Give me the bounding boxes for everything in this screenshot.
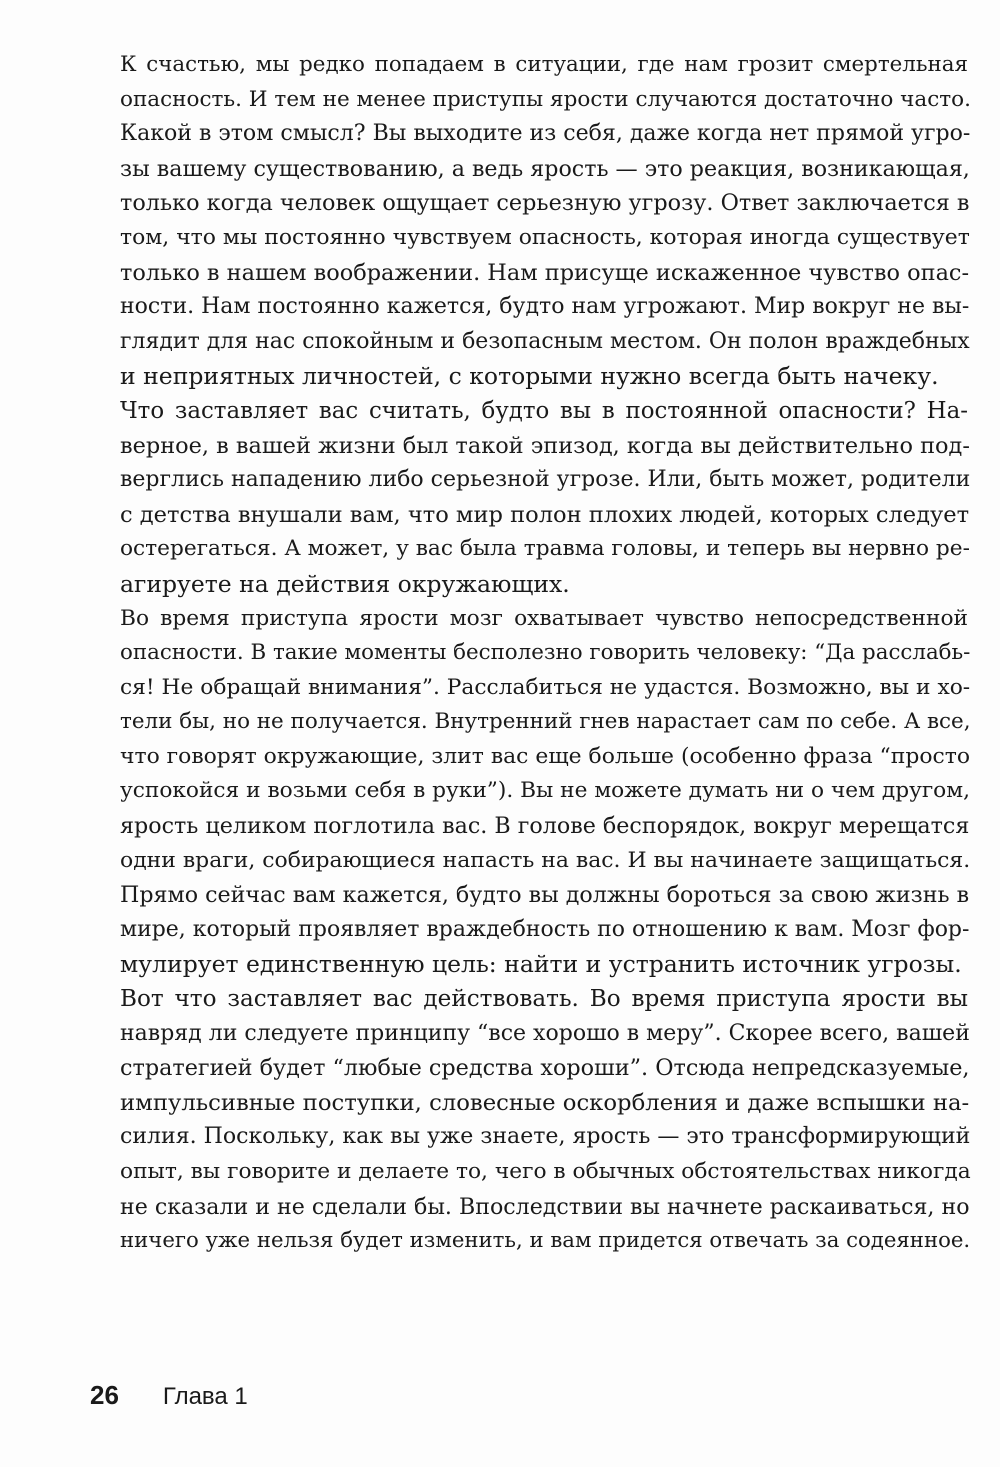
text-line: том, что мы постоянно чувствуем опасность, которая иногда существует bbox=[120, 224, 970, 250]
text-line: навряд ли следуете принципу “все хорошо в меру”. Скорее всего, вашей bbox=[120, 1020, 970, 1046]
text-line: только когда человек ощущает серьезную угрозу. Ответ заключается в bbox=[120, 190, 970, 217]
text-line: тели бы, но не получается. Внутренний гнев нарастает сам по себе. А все, bbox=[120, 709, 971, 735]
text-line: Прямо сейчас вам кажется, будто вы должны бороться за свою жизнь в bbox=[120, 882, 970, 909]
text-line: опасности. В такие моменты бесполезно говорить человеку: “Да расслабь- bbox=[120, 640, 971, 666]
text-line: что говорят окружающие, злит вас еще больше (особенно фраза “просто bbox=[120, 743, 971, 769]
text-line: ничего уже нельзя будет изменить, и вам придется отвечать за содеянное. bbox=[120, 1228, 971, 1254]
paragraph-2 bbox=[88, 394, 971, 602]
text-line: одни враги, собирающиеся напасть на вас. И вы начинаете защищаться. bbox=[120, 847, 971, 873]
text-line: Что заставляет вас считать, будто вы в постоянной опасности? На- bbox=[120, 397, 968, 424]
text-line: и неприятных личностей, с которыми нужно всегда быть начеку. bbox=[120, 362, 939, 391]
text-line: К счастью, мы редко попадаем в ситуации, где нам грозит смертельная bbox=[120, 52, 968, 77]
body-text bbox=[88, 48, 971, 1259]
text-line: агируете на действия окружающих. bbox=[120, 569, 570, 598]
text-line: опасность. И тем не менее приступы ярости случаются достаточно часто. bbox=[120, 86, 971, 112]
text-line: зы вашему существованию, а ведь ярость — это реакция, возникающая, bbox=[120, 155, 970, 182]
text-line: глядит для нас спокойным и безопасным местом. Он полон враждебных bbox=[120, 328, 970, 354]
paragraph-3 bbox=[88, 602, 971, 983]
paragraph-4 bbox=[88, 982, 971, 1259]
chapter-label: Глава 1 bbox=[162, 1383, 248, 1410]
text-line: Во время приступа ярости мозг охватывает чувство непосредственной bbox=[120, 605, 968, 631]
text-line: с детства внушали вам, что мир полон плохих людей, которых следует bbox=[120, 501, 970, 528]
page-number: 26 bbox=[90, 1380, 119, 1410]
text-line: импульсивные поступки, словесные оскорбления и даже вспышки на- bbox=[120, 1089, 970, 1116]
text-line: верглись нападению либо серьезной угрозе. Или, быть может, родители bbox=[120, 467, 971, 493]
text-line: ся! Не обращай внимания”. Расслабиться не удастся. Возможно, вы и хо- bbox=[120, 674, 971, 700]
text-line: ярость целиком поглотила вас. В голове беспорядок, вокруг мерещатся bbox=[120, 813, 970, 840]
text-line: остерегаться. А может, у вас была травма головы, и теперь вы нервно ре- bbox=[120, 536, 970, 562]
text-line: опыт, вы говорите и делаете то, чего в обычных обстоятельствах никогда bbox=[120, 1159, 971, 1184]
text-line: стратегией будет “любые средства хороши”. Отсюда непредсказуемые, bbox=[120, 1055, 970, 1082]
page-footer bbox=[90, 1380, 248, 1420]
text-line: силия. Поскольку, как вы уже знаете, ярость — это трансформирующий bbox=[120, 1124, 971, 1150]
text-line: мире, который проявляет враждебность по отношению к вам. Мозг фор- bbox=[120, 916, 970, 942]
text-line: мулирует единственную цель: найти и устранить источник угрозы. bbox=[120, 950, 962, 979]
text-line: ности. Нам постоянно кажется, будто нам угрожают. Мир вокруг не вы- bbox=[120, 294, 970, 320]
paragraph-1 bbox=[88, 48, 971, 394]
text-line: только в нашем воображении. Нам присуще искаженное чувство опас- bbox=[120, 259, 970, 286]
text-line: успокойся и возьми себя в руки”). Вы не можете думать ни о чем другом, bbox=[120, 778, 970, 804]
text-line: не сказали и не сделали бы. Впоследствии вы начнете раскаиваться, но bbox=[120, 1193, 970, 1220]
text-line: Какой в этом смысл? Вы выходите из себя, даже когда нет прямой угро- bbox=[120, 121, 971, 147]
text-line: верное, в вашей жизни был такой эпизод, когда вы действительно под- bbox=[120, 432, 970, 459]
text-line: Вот что заставляет вас действовать. Во время приступа ярости вы bbox=[120, 986, 968, 1013]
